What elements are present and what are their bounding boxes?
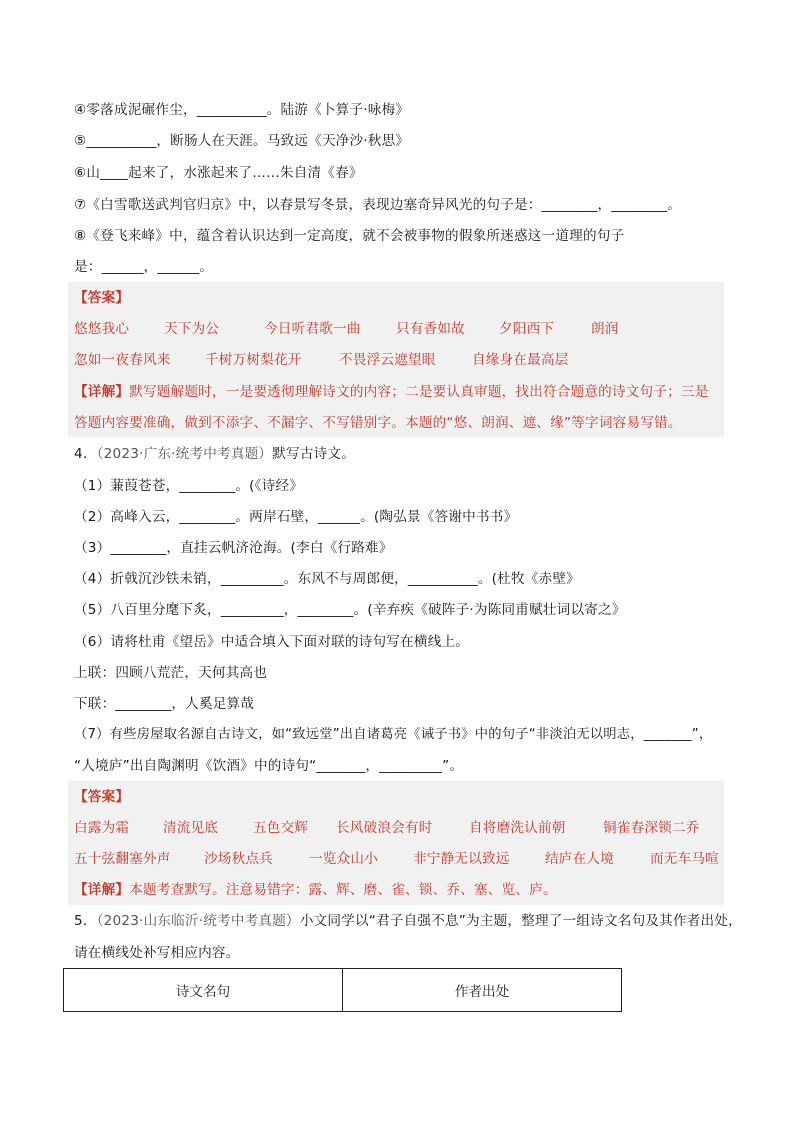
q4-answer-tag: 【答案】	[74, 789, 130, 805]
question-number: 5．	[74, 913, 97, 929]
q4-couplet-lower: 下联：________，人奚足算哉	[74, 696, 255, 712]
answer-item: 自将磨洗认前朝	[469, 820, 566, 836]
q3-answer-tag: 【答案】	[74, 290, 130, 306]
q4-answer-row-1	[74, 818, 700, 838]
answer-item: 五十弦翻塞外声	[74, 851, 171, 867]
q4-item-7-continued: “人境庐”出自陶渊明《饮酒》中的诗句“_______，_________”。	[74, 758, 464, 774]
q4-answer-row-2	[74, 849, 719, 869]
answer-item: 天下为公	[164, 321, 220, 337]
q5-heading	[74, 911, 742, 931]
question-prompt: 默写古诗文。	[272, 446, 355, 462]
answer-item: 忽如一夜春风来	[74, 352, 171, 368]
q3-item-4: ④零落成泥碾作尘，__________。陆游《卜算子·咏梅》	[74, 102, 410, 118]
q3-item-6: ⑥山____起来了，水涨起来了……朱自清《春》	[74, 165, 363, 181]
q4-item-4: （4）折戟沉沙铁未销，_________。东风不与周郎便，__________。(杜牧《赤壁》	[74, 571, 580, 587]
answer-item: 只有香如故	[396, 321, 465, 337]
q5-table	[63, 968, 622, 1012]
q4-item-2: （2）高峰入云，________。两岸石壁，______。(陶弘景《答谢中书书》	[74, 509, 518, 525]
question-prompt: 小文同学以“君子自强不息”为主题，整理了一组诗文名句及其作者出处，	[299, 913, 742, 929]
q4-couplet-upper: 上联：四顾八荒茫，天何其高也	[74, 665, 268, 681]
answer-item: 悠悠我心	[74, 321, 130, 337]
q4-detail	[74, 880, 557, 900]
question-number: 4．	[74, 446, 97, 462]
answer-item: 不畏浮云遮望眼	[339, 352, 436, 368]
answer-item: 长风破浪会有时	[336, 820, 433, 836]
answer-item: 清流见底	[163, 820, 219, 836]
table-header-cell: 作者出处	[343, 969, 622, 1012]
q4-item-1: （1）蒹葭苍苍，________。(《诗经》	[74, 478, 304, 494]
answer-item: 五色交辉	[253, 820, 309, 836]
detail-label: 【详解】	[74, 882, 130, 898]
answer-item: 结庐在人境	[545, 851, 614, 867]
answer-item: 沙场秋点兵	[204, 851, 273, 867]
answer-item: 一览众山小	[309, 851, 378, 867]
q3-detail-line-2: 答题内容要准确，做到不添字、不漏字、不写错别字。本题的“悠、朗润、遮、缘”等字词容易写错。	[74, 415, 682, 431]
detail-text: 默写题解题时，一是要透彻理解诗文的内容；二是要认真审题，找出符合题意的诗文句子；三是	[129, 384, 709, 400]
q4-item-7: （7）有些房屋取名源自古诗文，如“致远堂”出自诸葛亮《诫子书》中的句子“非淡泊无以明志，_______”，	[74, 727, 713, 742]
q3-answer-row-1	[74, 319, 619, 339]
q5-prompt-continued: 请在横线处补写相应内容。	[74, 945, 240, 961]
q3-item-8-continued: 是：______，______。	[74, 259, 214, 275]
answer-item: 朗润	[591, 321, 619, 337]
q4-item-5: （5）八百里分麾下炙，_________，________。(辛弃疾《破阵子·为陈同甫赋壮词以寄之》	[74, 602, 626, 618]
answer-item: 铜雀春深锁二乔	[603, 820, 700, 836]
q3-item-7: ⑦《白雪歌送武判官归京》中，以春景写冬景，表现边塞奇异风光的句子是：________，________。	[74, 197, 682, 213]
table-header-row	[64, 969, 622, 1012]
q4-heading	[74, 444, 355, 464]
answer-item: 千树万树梨花开	[205, 352, 302, 368]
answer-item: 而无车马喧	[650, 851, 719, 867]
detail-text: 本题考查默写。注意易错字：露、辉、磨、雀、锁、乔、塞、览、庐。	[129, 882, 557, 898]
answer-item: 白露为霜	[74, 820, 130, 836]
answer-item: 非宁静无以致远	[413, 851, 510, 867]
q4-item-6: （6）请将杜甫《望岳》中适合填入下面对联的诗句写在横线上。	[74, 634, 470, 650]
q3-item-5: ⑤__________，断肠人在天涯。马致远《天净沙·秋思》	[74, 133, 410, 149]
detail-label: 【详解】	[74, 384, 130, 400]
q3-answer-row-2	[74, 350, 569, 370]
answer-item: 自缘身在最高层	[472, 352, 569, 368]
q4-item-3: （3）________，直挂云帆济沧海。(李白《行路难》	[74, 540, 393, 556]
answer-item: 夕阳西下	[499, 321, 555, 337]
table-header-cell: 诗文名句	[64, 969, 343, 1012]
q3-item-8: ⑧《登飞来峰》中，蕴含着认识达到一定高度，就不会被事物的假象所迷惑这一道理的句子	[74, 228, 625, 244]
answer-item: 今日听君歌一曲	[264, 321, 361, 337]
q3-detail-line-1	[74, 382, 709, 402]
question-source: （2023·山东临沂·统考中考真题）	[96, 913, 300, 929]
question-source: （2023·广东·统考中考真题）	[96, 446, 273, 462]
